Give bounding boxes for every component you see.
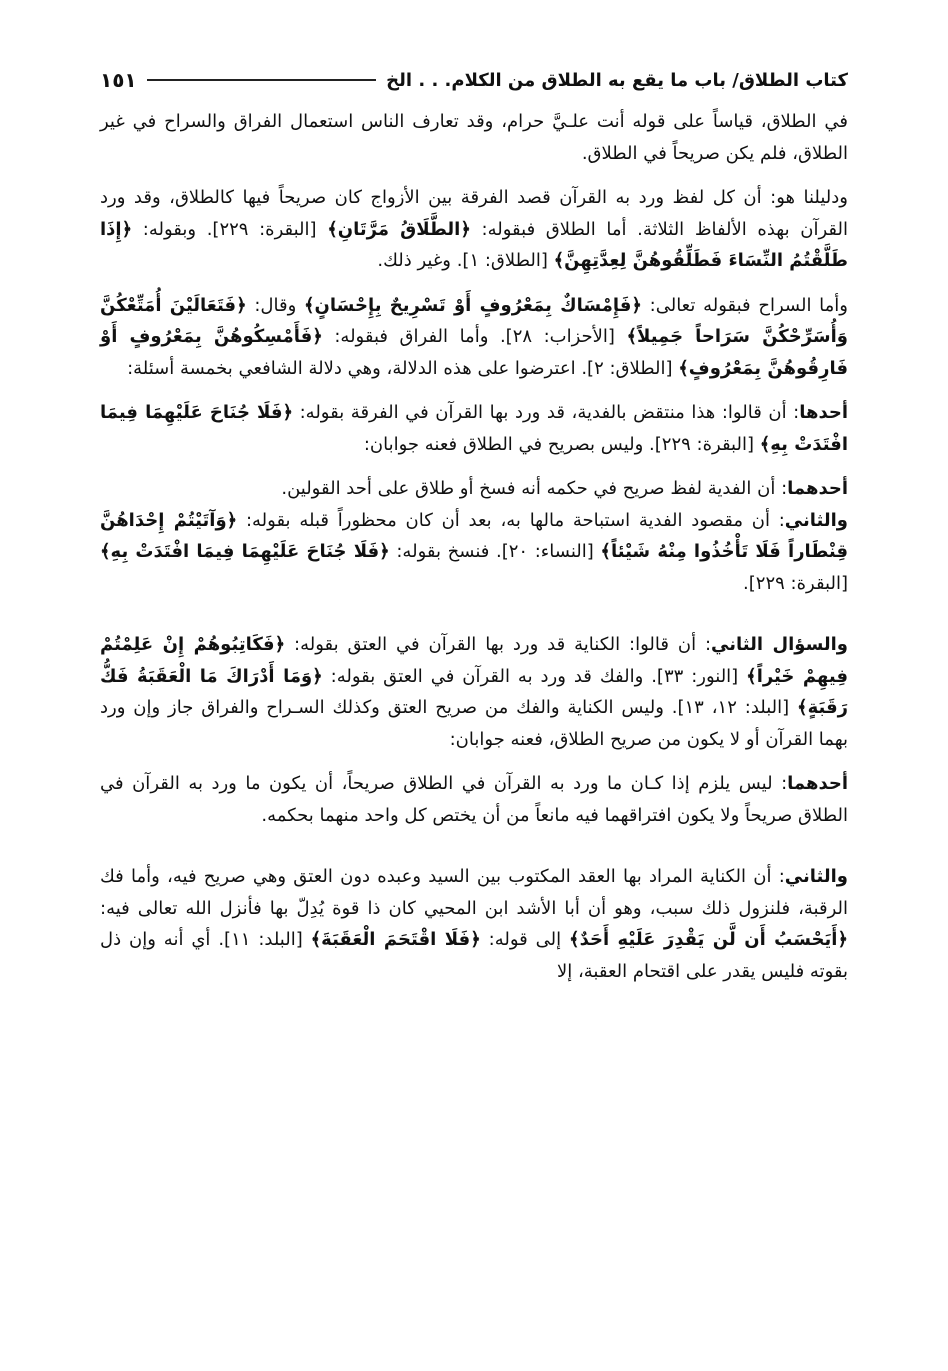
lead-term: أحدهما bbox=[787, 773, 848, 794]
quran-quote: ﴿فَلَا جُنَاحَ عَلَيْهِمَا فِيمَا افْتَدَتْ بِهِ﴾ bbox=[100, 402, 848, 455]
text-run: [الطلاق: ٢]. اعترضوا على هذه الدلالة، وهي دلالة الشافعي بخمسة أسئلة: bbox=[127, 357, 679, 379]
header-rule bbox=[147, 79, 377, 81]
quran-quote: ﴿فَكَاتِبُوهُمْ إِنْ عَلِمْتُمْ فِيهِمْ خَيْراً﴾ bbox=[100, 634, 848, 687]
quran-quote: ﴿فَأَمْسِكُوهُنَّ بِمَعْرُوفٍ أَوْ فَارِقُوهُنَّ بِمَعْرُوفٍ﴾ bbox=[100, 326, 848, 379]
quran-quote: ﴿أَيَحْسَبُ أَن لَّن يَقْدِرَ عَلَيْهِ أَحَدٌ﴾ bbox=[569, 929, 848, 950]
text-run: : أن قالوا: هذا منتقض بالفدية، قد ورد بها القرآن في الفرقة بقوله: bbox=[293, 402, 800, 423]
quran-quote: ﴿فَلَا اقْتَحَمَ الْعَقَبَةَ﴾ bbox=[310, 929, 481, 950]
text-run: : ليس يلزم إذا كـان ما ورد به القرآن في الطلاق صريحاً، أن يكون ما ورد به القرآن في الطلاق صريحاً ولا يكون افتراقهما فيه مانعاً من أن يختص كل واحد منهما بحكمه. bbox=[100, 773, 848, 826]
paragraph bbox=[100, 861, 848, 987]
quran-quote: ﴿فَلَا جُنَاحَ عَلَيْهِمَا فِيمَا افْتَدَتْ بِهِ﴾ bbox=[100, 541, 390, 562]
text-run: [الأحزاب: ٢٨]. وأما الفراق فبقوله: bbox=[322, 326, 627, 347]
text-run: [النور: ٣٣]. والفك قد ورد به القرآن في العتق بقوله: bbox=[322, 665, 747, 687]
paragraph bbox=[100, 290, 848, 385]
text-run: [الطلاق: ١]. وغير ذلك. bbox=[377, 250, 554, 271]
lead-term: أحدهما bbox=[787, 478, 848, 499]
paragraph bbox=[100, 397, 848, 460]
text-run: : أن قالوا: الكناية قد ورد بها القرآن في العتق بقوله: bbox=[285, 634, 712, 655]
text-run: : أن مقصود الفدية استباحة مالها به، بعد أن كان محظوراً قبله بقوله: bbox=[237, 509, 785, 531]
text-run: ودليلنا هو: أن كل لفظ ورد به القرآن قصد الفرقة بين الأزواج كان صريحاً فيها كالطلاق، وقد ورد القرآن بهذه الألفاظ الثلاثة. أما الطلاق فبقوله: bbox=[100, 187, 848, 240]
lead-term: والثاني bbox=[784, 866, 848, 887]
text-run: [البلد: ١١]. أي أنه وإن ذل بقوته فليس يقدر على اقتحام العقبة، إلا bbox=[100, 929, 848, 982]
paragraph bbox=[100, 768, 848, 831]
quran-quote: ﴿فَإِمْسَاكٌ بِمَعْرُوفٍ أَوْ تَسْرِيحٌ بِإِحْسَانٍ﴾ bbox=[304, 294, 642, 316]
quran-quote: ﴿وَآتَيْتُمْ إِحْدَاهُنَّ قِنْطَاراً فَلَا تَأْخُذُوا مِنْهُ شَيْئاً﴾ bbox=[100, 509, 848, 562]
text-run: [البقرة: ٢٢٩]. وليس بصريح في الطلاق فعنه جوابان: bbox=[363, 433, 760, 455]
quran-quote: ﴿وَمَا أَدْرَاكَ مَا الْعَقَبَةُ فَكُّ رَقَبَةٍ﴾ bbox=[100, 665, 849, 718]
paragraph bbox=[100, 106, 848, 169]
page-number: ١٥١ bbox=[100, 68, 137, 92]
text-run: [البلد: ١٢، ١٣]. وليس الكناية والفك من صريح العتق وكذلك السـراح والفراق جاز وإن ورد بهما القرآن أو لا يكون من صريح الطلاق، فعنه جوابان: bbox=[100, 697, 848, 750]
paragraph bbox=[100, 629, 848, 755]
paragraph bbox=[100, 505, 848, 600]
header-title: كتاب الطلاق/ باب ما يقع به الطلاق من الكلام. . . الخ bbox=[386, 69, 848, 91]
paragraph bbox=[100, 473, 848, 505]
quran-quote: ﴿الطَّلَاقُ مَرَّتَانِ﴾ bbox=[327, 218, 471, 240]
paragraph bbox=[100, 182, 848, 277]
text-run: [البقرة: ٢٢٩]. bbox=[743, 572, 848, 594]
lead-term: والثاني bbox=[784, 509, 848, 531]
quran-quote: ﴿إِذَا طَلَّقْتُمُ النِّسَاءَ فَطَلِّقُوهُنَّ لِعِدَّتِهِنَّ﴾ bbox=[100, 218, 848, 271]
lead-term: أحدها bbox=[799, 402, 848, 423]
text-run: وأما السراح فبقوله تعالى: bbox=[641, 294, 848, 316]
text-run: [البقرة: ٢٢٩]. وبقوله: bbox=[132, 218, 328, 240]
running-header bbox=[100, 60, 848, 100]
text-run: في الطلاق، قياساً على قوله أنت علـيَّ حرام، وقد تعارف الناس استعمال الفراق والسراح في غير الطلاق، فلم يكن صريحاً في الطلاق. bbox=[100, 111, 848, 164]
text-run: : أن الكناية المراد بها العقد المكتوب بين السيد وعبده دون العتق وهي صريح فيه، وأما فك الرقبة، فلنزول ذلك سبب، وهو أن أبا الأشد ابن المحيي كان ذا قوة يُدِلّ بها فأنزل الله تعالى فيه: bbox=[100, 866, 848, 919]
text-run: إلى قوله: bbox=[480, 929, 570, 950]
page-body bbox=[100, 106, 848, 987]
text-run: [النساء: ٢٠]. فنسخ بقوله: bbox=[389, 541, 601, 562]
lead-term: والسؤال الثاني bbox=[711, 634, 848, 655]
text-run: وقال: bbox=[246, 294, 304, 316]
quran-quote: ﴿فَتَعَالَيْنَ أُمَتِّعْكُنَّ وَأُسَرِّحْكُنَّ سَرَاحاً جَمِيلاً﴾ bbox=[100, 294, 848, 347]
text-run: : أن الفدية لفظ صريح في حكمه أنه فسخ أو طلاق على أحد القولين. bbox=[281, 478, 788, 499]
